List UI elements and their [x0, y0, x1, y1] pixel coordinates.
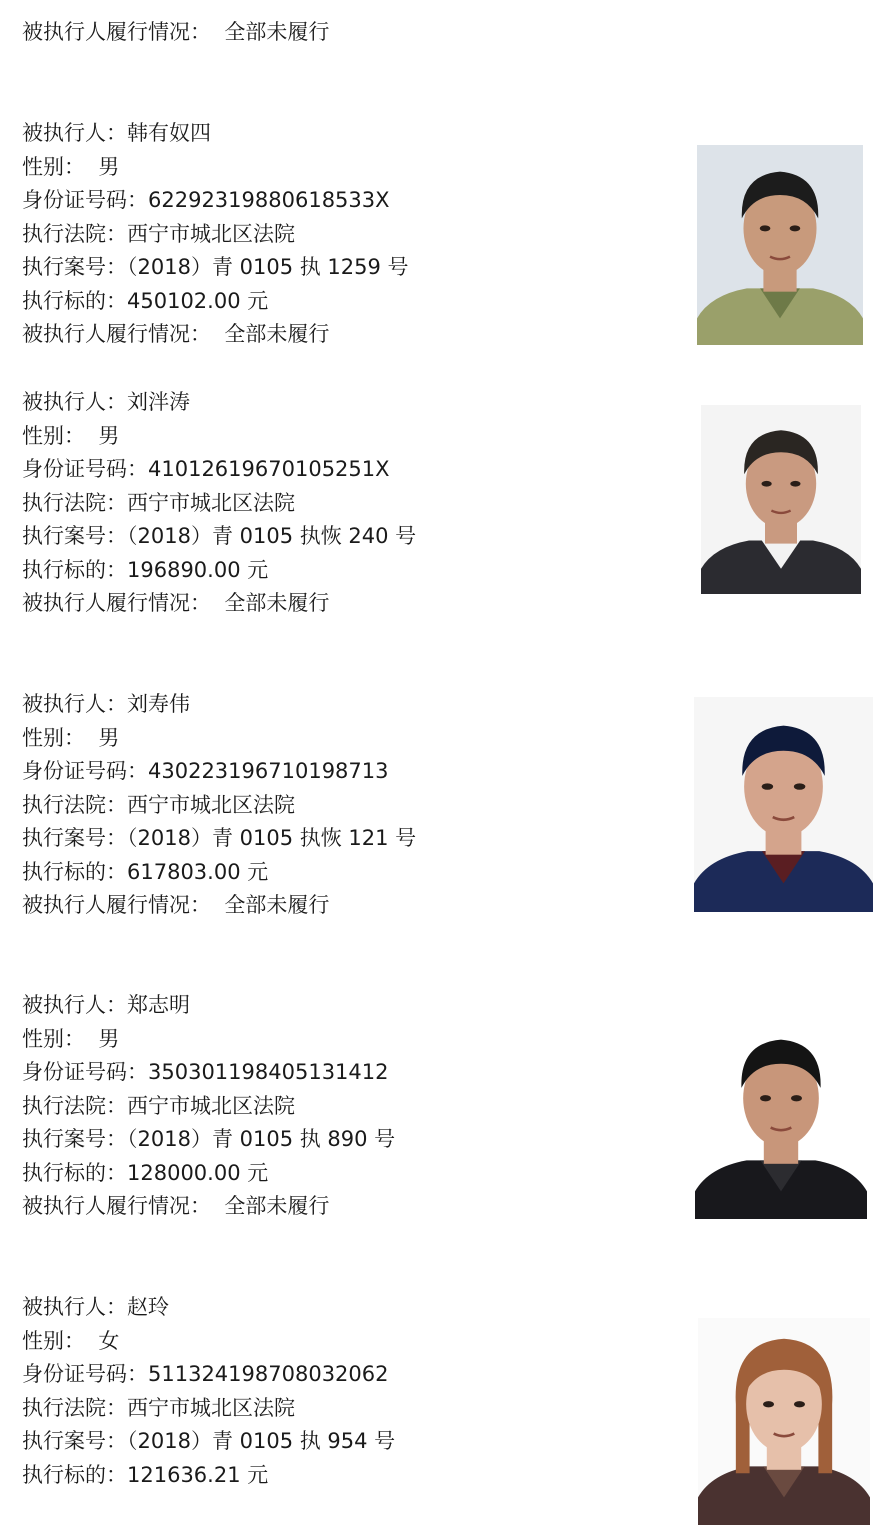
field-label: 身份证号码： [22, 188, 148, 212]
status-line [22, 590, 329, 616]
id-number-line [22, 1059, 389, 1085]
case-number-line [22, 825, 416, 851]
field-label: 执行法院： [22, 490, 127, 515]
field-value: （2018）青 0105 执恢 121 号 [127, 826, 417, 850]
case-number-line [22, 1428, 395, 1454]
field-value: 128000.00 元 [127, 1160, 269, 1185]
amount-line [22, 859, 268, 885]
field-label: 执行案号： [22, 1429, 127, 1453]
field-value: 西宁市城北区法院 [127, 1093, 295, 1118]
field-value: 全部未履行 [224, 1194, 330, 1218]
field-label: 执行标的： [22, 557, 127, 582]
status-line [22, 321, 329, 347]
field-value: 韩有奴四 [127, 121, 211, 145]
field-value: 男 [98, 725, 120, 750]
field-value: 511324198708032062 [148, 1362, 389, 1386]
field-label: 执行案号： [22, 524, 127, 548]
field-value: 男 [98, 154, 120, 179]
field-value: 男 [98, 423, 120, 448]
debtor-photo [697, 145, 863, 345]
field-value: 196890.00 元 [127, 557, 269, 582]
field-label: 执行案号： [22, 1127, 127, 1151]
status-line [22, 1193, 329, 1219]
name-line [22, 691, 190, 717]
debtor-photo [701, 405, 861, 594]
id-number-line [22, 456, 390, 482]
field-label: 执行标的： [22, 859, 127, 884]
field-value: 450102.00 元 [127, 288, 269, 313]
field-label: 执行标的： [22, 288, 127, 313]
gender-line [22, 1328, 119, 1354]
field-value: 刘寿伟 [127, 692, 190, 716]
field-value: 西宁市城北区法院 [127, 490, 295, 515]
case-number-line [22, 523, 416, 549]
field-value: 41012619670105251X [148, 457, 390, 481]
court-line [22, 792, 295, 818]
field-label: 身份证号码： [22, 1362, 148, 1386]
debtor-photo [695, 1012, 867, 1219]
gender-line [22, 1026, 119, 1052]
court-line [22, 221, 295, 247]
field-value: 121636.21 元 [127, 1462, 269, 1487]
field-label: 身份证号码： [22, 759, 148, 783]
debtor-photo [694, 697, 873, 912]
name-line [22, 1294, 169, 1320]
field-value: 全部未履行 [224, 591, 330, 615]
court-line [22, 490, 295, 516]
amount-line [22, 557, 268, 583]
debtor-photo [698, 1318, 870, 1525]
gender-line [22, 423, 119, 449]
field-value: （2018）青 0105 执 1259 号 [127, 255, 409, 279]
field-label: 性别： [22, 1328, 85, 1353]
field-label: 被执行人履行情况： [22, 1194, 211, 1218]
field-label: 性别： [22, 154, 85, 179]
field-value: 赵玲 [127, 1295, 169, 1319]
field-label: 执行案号： [22, 255, 127, 279]
court-line [22, 1395, 295, 1421]
field-value: （2018）青 0105 执 954 号 [127, 1429, 396, 1453]
field-label: 被执行人履行情况： [22, 591, 211, 615]
field-label: 性别： [22, 423, 85, 448]
field-label: 执行法院： [22, 1093, 127, 1118]
field-label: 被执行人： [22, 692, 127, 716]
field-value: （2018）青 0105 执恢 240 号 [127, 524, 417, 548]
field-value: （2018）青 0105 执 890 号 [127, 1127, 396, 1151]
gender-line [22, 154, 119, 180]
field-label: 性别： [22, 725, 85, 750]
field-label: 执行标的： [22, 1160, 127, 1185]
field-value: 女 [98, 1328, 120, 1353]
court-line [22, 1093, 295, 1119]
name-line [22, 389, 190, 415]
field-value: 西宁市城北区法院 [127, 221, 295, 246]
field-label: 被执行人履行情况： [22, 322, 211, 346]
case-number-line [22, 1126, 395, 1152]
name-line [22, 120, 211, 146]
case-number-line [22, 254, 409, 280]
field-label: 执行法院： [22, 792, 127, 817]
amount-line [22, 288, 268, 314]
field-value: 西宁市城北区法院 [127, 1395, 295, 1420]
field-value: 62292319880618533X [148, 188, 390, 212]
field-label: 被执行人： [22, 390, 127, 414]
id-number-line [22, 187, 390, 213]
field-label: 被执行人： [22, 121, 127, 145]
field-label: 被执行人履行情况： [22, 893, 211, 917]
name-line [22, 992, 190, 1018]
field-value: 350301198405131412 [148, 1060, 389, 1084]
field-label: 被执行人： [22, 993, 127, 1017]
field-label: 身份证号码： [22, 457, 148, 481]
amount-line [22, 1160, 268, 1186]
field-value: 全部未履行 [224, 322, 330, 346]
field-label: 执行标的： [22, 1462, 127, 1487]
top-status-line: 被执行人履行情况： 全部未履行 [22, 20, 330, 44]
field-label: 执行法院： [22, 1395, 127, 1420]
field-value: 刘泮涛 [127, 390, 190, 414]
field-label: 执行案号： [22, 826, 127, 850]
field-label: 性别： [22, 1026, 85, 1051]
field-value: 430223196710198713 [148, 759, 389, 783]
field-label: 执行法院： [22, 221, 127, 246]
field-label: 身份证号码： [22, 1060, 148, 1084]
field-label: 被执行人： [22, 1295, 127, 1319]
field-value: 617803.00 元 [127, 859, 269, 884]
field-value: 全部未履行 [224, 893, 330, 917]
field-value: 男 [98, 1026, 120, 1051]
field-value: 西宁市城北区法院 [127, 792, 295, 817]
status-line [22, 892, 329, 918]
gender-line [22, 725, 119, 751]
amount-line [22, 1462, 268, 1488]
id-number-line [22, 758, 389, 784]
id-number-line [22, 1361, 389, 1387]
field-value: 郑志明 [127, 993, 190, 1017]
